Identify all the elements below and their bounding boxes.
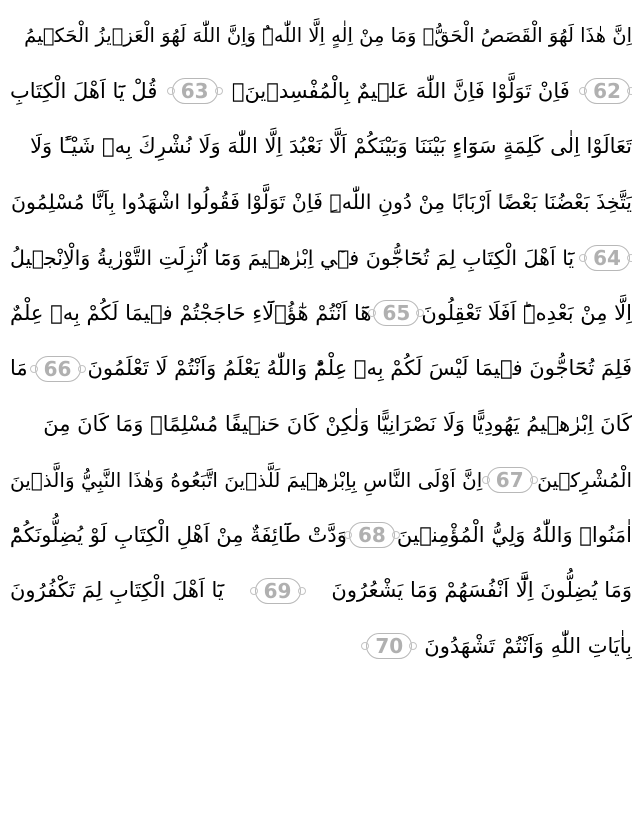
verse-text: اِنَّ هٰذَا لَهُوَ الْقَصَصُ الْحَقُّۚ وَمَا مِنْ اِلٰهٍ اِلَّا اللّٰهُۜ وَاِنَّ اللّٰهَ لَهُوَ الْعَز۪يزُ الْحَك۪يمُ — [24, 24, 632, 47]
text-line — [10, 8, 632, 64]
text-line — [10, 452, 632, 508]
ayah-number-marker: 65 — [373, 300, 419, 326]
text-line — [10, 619, 632, 675]
text-line — [10, 397, 632, 453]
verse-text: فَلِمَ تُحَٓاجُّونَ ف۪يمَا لَيْسَ لَكُمْ بِه۪ عِلْمٌؕ وَاللّٰهُ يَعْلَمُ وَاَنْتُمْ لَا تَعْلَمُونَ — [87, 356, 632, 381]
ayah-number-marker: 64 — [584, 245, 630, 271]
ayah-number-marker: 66 — [35, 356, 81, 382]
text-line — [10, 286, 632, 342]
verse-text: وَدَّتْ طَٓائِفَةٌ مِنْ اَهْلِ الْكِتَابِ لَوْ يُضِلُّونَكُمْؕ — [10, 522, 347, 547]
ayah-number-marker: 70 — [366, 633, 412, 659]
text-line — [10, 563, 632, 619]
text-line — [10, 341, 632, 397]
text-line — [10, 508, 632, 564]
ayah-number-marker: 67 — [487, 467, 533, 493]
verse-text: هَٓا اَنْتُمْ هٰٓؤُ۬لَٓاءِ حَاجَجْتُمْ ف۪يمَا لَكُمْ بِه۪ عِلْمٌ — [10, 300, 372, 325]
text-line — [10, 64, 632, 120]
verse-text: اٰمَنُواۜ وَاللّٰهُ وَلِيُّ الْمُؤْمِن۪ينَ — [396, 522, 632, 547]
verse-text: الْمُشْرِك۪ينَ — [537, 467, 632, 492]
verse-text: اِلَّا مِنْ بَعْدِه۪ؕ اَفَلَا تَعْقِلُونَ — [421, 300, 632, 325]
verse-text: قُلْ يَٓا اَهْلَ الْكِتَابِ — [10, 78, 158, 103]
verse-text: فَاِنْ تَوَلَّوْا فَاِنَّ اللّٰهَ عَل۪يمٌ بِالْمُفْسِد۪ينَ۟ — [231, 78, 570, 103]
verse-text: اِنَّ اَوْلَى النَّاسِ بِاِبْرٰه۪يمَ لَلَّذ۪ينَ اتَّبَعُوهُ وَهٰذَا النَّبِيُّ وَالَّذ۪ينَ — [10, 467, 483, 492]
verse-text: تَعَالَوْا اِلٰى كَلِمَةٍ سَوَٓاءٍ بَيْنَنَا وَبَيْنَكُمْ اَلَّا نَعْبُدَ اِلَّا اللّٰهَ وَلَا نُشْرِكَ بِه۪ شَيْـًٔا وَلَا — [30, 134, 632, 159]
ayah-number-marker: 68 — [349, 522, 395, 548]
verse-text: يَتَّخِذَ بَعْضُنَا بَعْضًا اَرْبَابًا مِنْ دُونِ اللّٰهِۜ فَاِنْ تَوَلَّوْا فَقُولُوا اشْهَدُوا بِاَنَّا مُسْلِمُونَ — [10, 190, 632, 214]
verse-text: يَٓا اَهْلَ الْكِتَابِ لِمَ تَكْفُرُونَ — [10, 578, 224, 603]
text-line — [10, 175, 632, 231]
ayah-number-marker: 69 — [255, 578, 301, 604]
verse-text: يَٓا اَهْلَ الْكِتَابِ لِمَ تُحَٓاجُّونَ ف۪ٓي اِبْرٰه۪يمَ وَمَٓا اُنْزِلَتِ التَّوْرٰيةُ وَالْاِنْج۪يلُ — [10, 245, 575, 270]
verse-text: وَمَا يُضِلُّونَ اِلَّٓا اَنْفُسَهُمْ وَمَا يَشْعُرُونَ — [331, 578, 632, 603]
ayah-number-marker: 62 — [584, 78, 630, 104]
verse-text: بِاٰيَاتِ اللّٰهِ وَاَنْتُمْ تَشْهَدُونَ — [424, 633, 632, 658]
text-line — [10, 119, 632, 175]
ayah-number-marker: 63 — [172, 78, 218, 104]
verse-text: مَا — [10, 356, 28, 381]
text-line — [10, 230, 632, 286]
verse-text: كَانَ اِبْرٰه۪يمُ يَهُودِيًّا وَلَا نَصْرَانِيًّا وَلٰكِنْ كَانَ حَن۪يفًا مُسْلِمًاۜ وَمَا كَانَ مِنَ — [43, 411, 632, 436]
